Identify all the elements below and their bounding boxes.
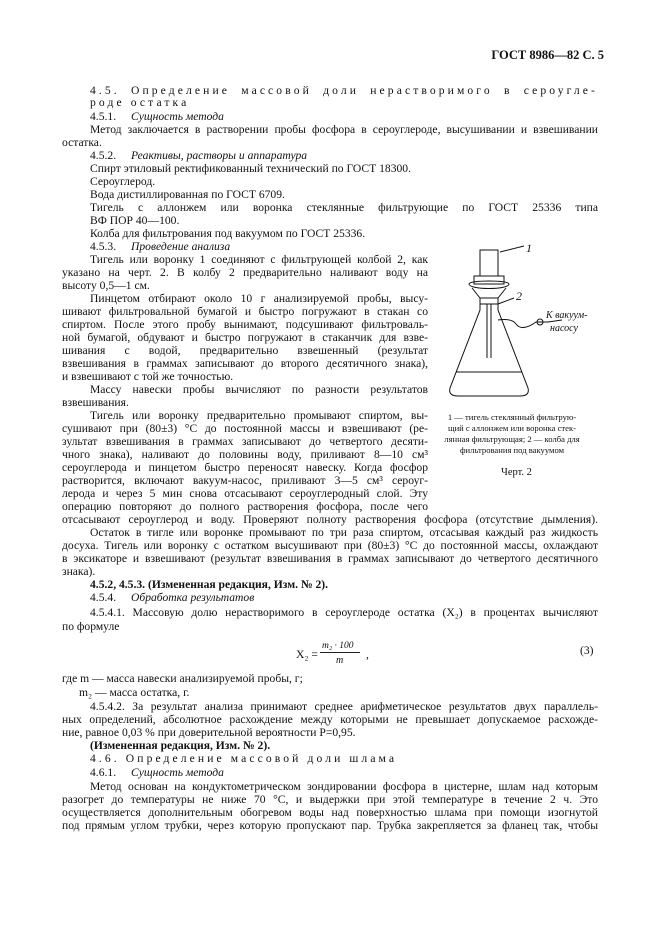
para-line: чного знака), наливают до половины воду, приливают 8—10 см³ bbox=[62, 448, 428, 461]
para-line: Тигель с аллонжем или воронка стеклянные фильтрующие по ГОСТ 25336 типа bbox=[90, 201, 598, 214]
figure-number: Черт. 2 bbox=[501, 467, 532, 478]
fraction-bar bbox=[320, 652, 360, 653]
para-line: операцию повторяют до полного растворения фосфора, после чего bbox=[62, 500, 428, 513]
clause-4-5-1-title: Сущность метода bbox=[131, 110, 224, 123]
para-line: ние, равное 0,03 % при доверительной вероятности P=0,95. bbox=[62, 726, 356, 739]
para-line: досуха. Тигель или воронку с остатком высушивают при (80±3) °С до постоянной массы, охлаждают bbox=[62, 539, 598, 552]
vacuum-label-line1: К вакуум- bbox=[546, 310, 588, 321]
amendment-note: (Измененная редакция, Изм. № 2). bbox=[90, 739, 271, 752]
para-line: взвешивания в граммах записывают до второго десятичного знака), bbox=[62, 357, 428, 370]
figure-label-1: 1 bbox=[526, 241, 532, 255]
amendment-note: 4.5.2, 4.5.3. (Измененная редакция, Изм. № 2). bbox=[90, 578, 329, 591]
clause-4-5-4-number: 4.5.4. bbox=[90, 591, 117, 604]
formula-numerator: m₂ · 100 bbox=[322, 641, 354, 651]
para-line: зультат взвешивания в граммах записывают до четвертого десяти- bbox=[62, 435, 428, 448]
para-line: указано на черт. 2. В колбу 2 предварительно наливают воду на bbox=[62, 266, 428, 279]
para-line: спиртом. После этого пробу вынимают, подсушивают фильтроваль- bbox=[62, 318, 428, 331]
vacuum-label-line2: насосу bbox=[550, 323, 578, 334]
para-line: ных определений, абсолютное расхождение между которыми не превышает допускаемое расхожде- bbox=[62, 713, 598, 726]
formula-lhs: X₂ = bbox=[296, 648, 318, 661]
para-line: растворится, включают вакуум-насос, приливают 3—5 см³ сероуг- bbox=[62, 474, 428, 487]
para-line: в эксикаторе и взвешивают (результат взвешивания в граммах записывают до четвертого десятичного bbox=[62, 552, 598, 565]
para-line: осуществляется дополнительным обогревом воды над поверхностью шлама при помощи изогнутой bbox=[62, 806, 598, 819]
figure-caption-line: щий с аллонжем или воронка стек- bbox=[447, 423, 577, 433]
figure-caption-line: фильтрования под вакуумом bbox=[459, 445, 565, 455]
para-line: шивания с водой, предварительно взвешенный (результат bbox=[62, 344, 428, 357]
clause-4-5-3-number: 4.5.3. bbox=[90, 240, 117, 253]
formula-3 bbox=[296, 636, 376, 672]
para-line: высоту 0,5—1 см. bbox=[62, 279, 150, 292]
clause-4-5-3-title: Проведение анализа bbox=[131, 240, 231, 253]
para-line: Метод основан на кондуктометрическом зондировании фосфора в цистерне, шлам над которым bbox=[90, 780, 598, 793]
para-line: 4.5.4.2. За результат анализа принимают среднее арифметическое результатов двух параллель- bbox=[90, 700, 598, 713]
flask-body-icon bbox=[450, 300, 529, 396]
clause-4-5-2-number: 4.5.2. bbox=[90, 149, 117, 162]
para-line: m₂ — масса остатка, г. bbox=[79, 686, 190, 699]
para-line: Спирт этиловый ректификованный технический по ГОСТ 18300. bbox=[90, 162, 412, 175]
para-line: под прямым углом трубки, через которую пропускают пар. Трубка закрепляется за фланец так, чтобы bbox=[62, 819, 598, 832]
formula-number: (3) bbox=[580, 644, 594, 657]
para-line: Пинцетом отбирают около 10 г анализируемой пробы, высу- bbox=[90, 292, 428, 305]
para-line: взвешивания. bbox=[62, 396, 129, 409]
vacuum-arm-icon bbox=[498, 320, 548, 328]
section-4-5-heading-line2: роде остатка bbox=[90, 96, 190, 109]
para-line: Массу навески пробы вычисляют по разности результатов bbox=[90, 383, 428, 396]
section-4-5-heading-line1: 4.5. Определение массовой доли нерастворимого в сероугле- bbox=[90, 84, 598, 97]
para-line: Тигель или воронку предварительно промывают спиртом, вы- bbox=[90, 409, 428, 422]
figure-caption-line: 1 — тигель стеклянный фильтрую- bbox=[447, 412, 577, 422]
para-line: Колба для фильтрования под вакуумом по ГОСТ 25336. bbox=[90, 227, 366, 240]
para-line: Тигель или воронку 1 соединяют с фильтрующей колбой 2, как bbox=[90, 253, 428, 266]
figure-label-2: 2 bbox=[516, 289, 522, 303]
formula-comma: , bbox=[366, 648, 369, 661]
para-line: лерода и через 5 мин снова отсасывают сероуглеродный слой. Эту bbox=[62, 487, 428, 500]
para-line: разогрет до температуры не ниже 70 °С, и выдержки при этой температуре в течение 2 ч. Это bbox=[62, 793, 598, 806]
clause-4-5-4-title: Обработка результатов bbox=[131, 591, 255, 604]
section-4-6-heading: 4.6. Определение массовой доли шлама bbox=[90, 752, 398, 765]
clause-4-6-1-number: 4.6.1. bbox=[90, 766, 117, 779]
para-line: Остаток в тигле или воронке промывают по три раза спиртом, отсасывая каждый раз жидкость bbox=[90, 526, 598, 539]
para-line: остатка. bbox=[62, 136, 102, 149]
para-line: по формуле bbox=[62, 620, 120, 633]
para-line: Метод заключается в растворении пробы фосфора в сероуглероде, высушивании и взвешивании bbox=[90, 123, 598, 136]
para-line: сероуглерода и пинцетом быстро переносят навеску. Когда фосфор bbox=[62, 461, 428, 474]
figure-filter-flask bbox=[436, 238, 606, 410]
clause-4-5-2-title: Реактивы, растворы и аппаратура bbox=[131, 149, 308, 162]
para-line: ной бумагой, обдувают и быстро погружают в стаканчик для взве- bbox=[62, 331, 428, 344]
formula-denominator: m bbox=[336, 655, 344, 666]
para-line: Сероуглерод. bbox=[90, 175, 156, 188]
figure-caption bbox=[444, 412, 579, 456]
para-line: где m — масса навески анализируемой пробы, г; bbox=[62, 672, 303, 685]
para-line: знака). bbox=[62, 565, 96, 578]
para-line: 4.5.4.1. Массовую долю нерастворимого в сероуглероде остатка (X₂) в процентах вычисляют bbox=[90, 606, 598, 619]
figure-caption-line: лянная фильтрующая; 2 — колба для bbox=[444, 434, 580, 444]
para-line: и взвешивают с той же точностью. bbox=[62, 370, 234, 383]
para-line: Вода дистиллированная по ГОСТ 6709. bbox=[90, 188, 285, 201]
crucible-top-icon bbox=[480, 250, 498, 276]
clause-4-5-1-number: 4.5.1. bbox=[90, 110, 117, 123]
clause-4-6-1-title: Сущность метода bbox=[131, 766, 224, 779]
para-line: сушивают при (80±3) °С до постоянной массы и взвешивают (ре- bbox=[62, 422, 428, 435]
para-line: ВФ ПОР 40—100. bbox=[90, 214, 180, 227]
para-line: отсасывают сероуглерод и воду. Проверяют полноту растворения фосфора (отсутствие дымления). bbox=[62, 513, 598, 526]
para-line: шивают фильтровальной бумагой и быстро погружают в стакан со bbox=[62, 305, 428, 318]
page-header: ГОСТ 8986—82 С. 5 bbox=[491, 48, 604, 62]
crucible-rim-icon bbox=[474, 276, 504, 284]
